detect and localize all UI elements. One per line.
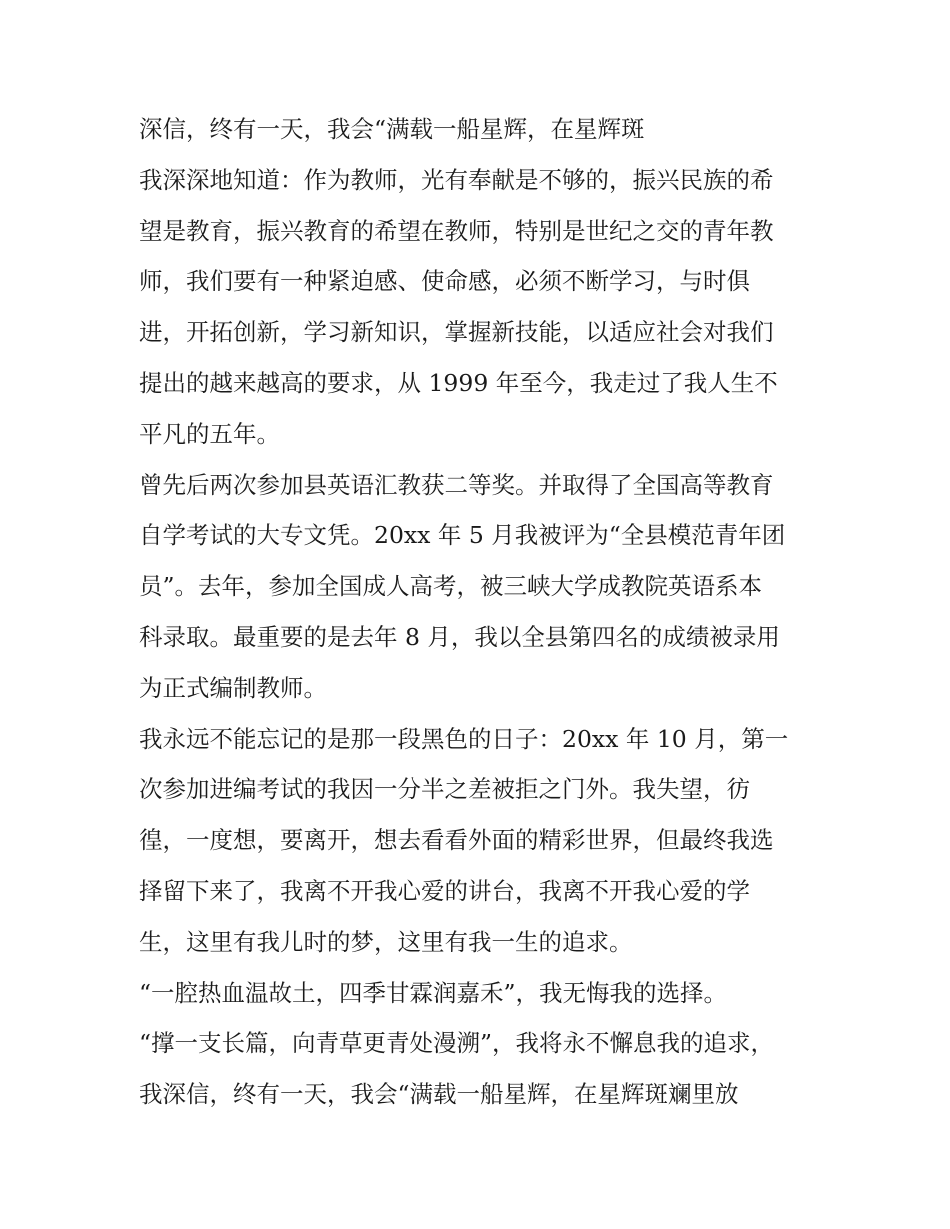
- text-line: 望是教育，振兴教育的希望在教师，特别是世纪之交的青年教: [139, 216, 774, 245]
- text-line: 进，开拓创新，学习新知识，掌握新技能，以适应社会对我们: [139, 318, 774, 347]
- text-line: 平凡的五年。: [139, 419, 280, 448]
- text-line: 我深信，终有一天，我会“满载一船星辉，在星辉斑斓里放: [139, 1080, 739, 1109]
- text-line: 我深深地知道：作为教师，光有奉献是不够的，振兴民族的希: [139, 165, 774, 194]
- text-line: 师，我们要有一种紧迫感、使命感，必须不断学习，与时俱: [139, 267, 750, 296]
- paragraph: [139, 714, 829, 968]
- text-line: “撑一支长篇，向青草更青处漫溯”，我将永不懈息我的追求，: [139, 1029, 775, 1058]
- text-line: 科录取。最重要的是去年 8 月，我以全县第四名的成绩被录用: [139, 622, 780, 651]
- text-line: 提出的越来越高的要求，从 1999 年至今，我走过了我人生不: [139, 368, 778, 397]
- text-line: 次参加进编考试的我因一分半之差被拒之门外。我失望，彷: [139, 775, 750, 804]
- text-line: 我永远不能忘记的是那一段黑色的日子：20xx 年 10 月，第一: [139, 724, 789, 753]
- text-line: “一腔热血温故土，四季甘霖润嘉禾”，我无悔我的选择。: [139, 978, 728, 1007]
- text-line: 深信，终有一天，我会“满载一船星辉，在星辉斑: [139, 115, 645, 143]
- text-line: 曾先后两次参加县英语汇教获二等奖。并取得了全国高等教育: [139, 470, 774, 499]
- document-body: [139, 104, 829, 1120]
- paragraph: [139, 968, 829, 1019]
- text-line: 为正式编制教师。: [139, 673, 327, 702]
- paragraph: [139, 1018, 829, 1120]
- paragraph: [139, 104, 829, 155]
- paragraph: [139, 155, 829, 460]
- text-line: 徨，一度想，要离开，想去看看外面的精彩世界，但最终我选: [139, 826, 774, 855]
- text-line: 择留下来了，我离不开我心爱的讲台，我离不开我心爱的学: [139, 876, 750, 905]
- text-line: 员”。去年，参加全国成人高考，被三峡大学成教院英语系本: [139, 572, 763, 601]
- text-line: 自学考试的大专文凭。20xx 年 5 月我被评为“全县模范青年团: [139, 521, 786, 550]
- text-line: 生，这里有我儿时的梦，这里有我一生的追求。: [139, 927, 633, 956]
- paragraph: [139, 460, 829, 714]
